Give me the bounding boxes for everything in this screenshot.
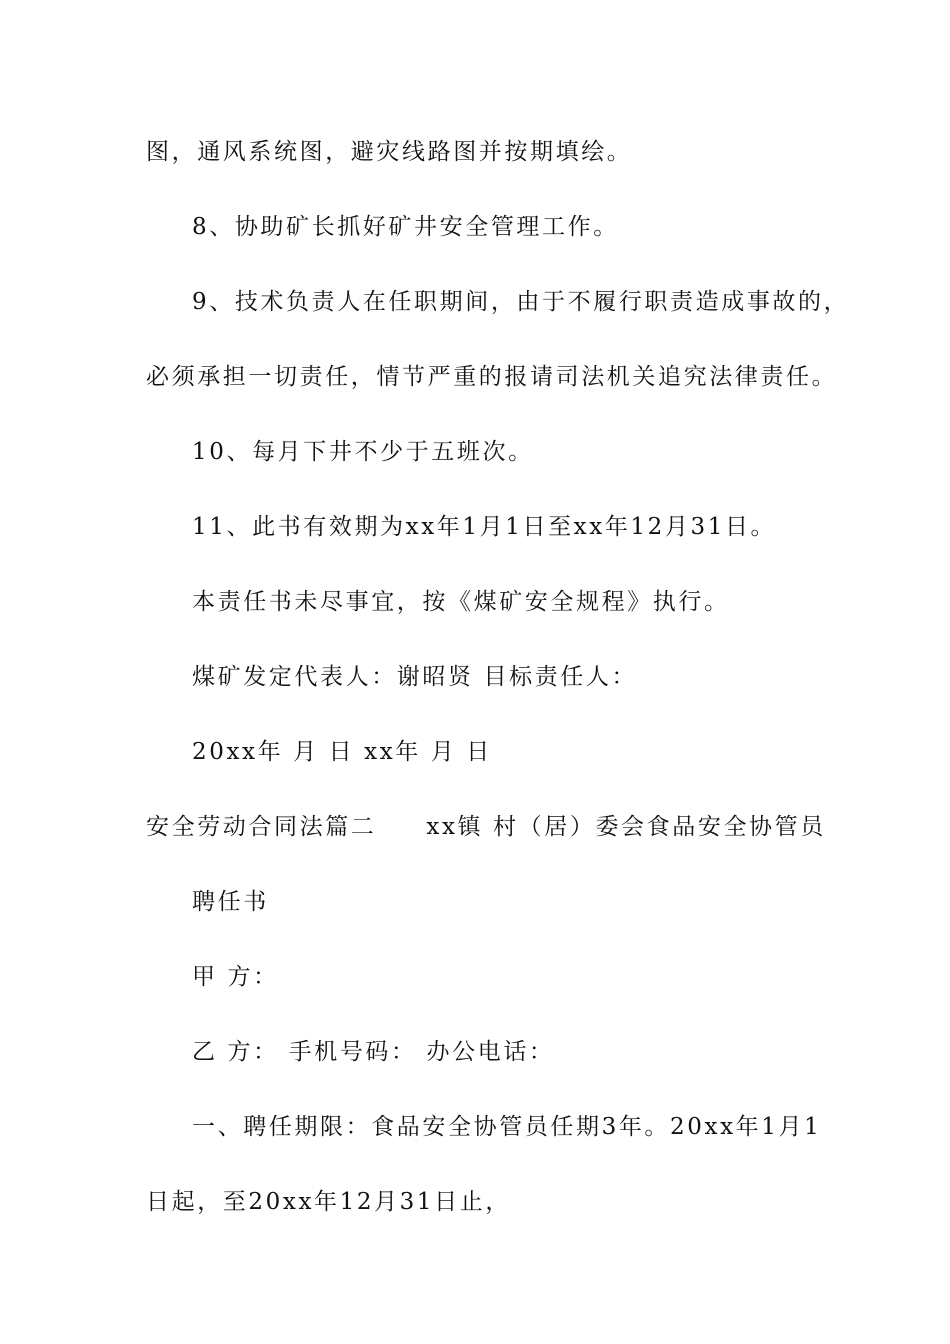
appointment-title: 聘任书 xyxy=(192,889,269,915)
party-a-line: 甲 方： xyxy=(192,964,279,990)
paragraph-line: 11、此书有效期为xx年1月1日至xx年12月31日。 xyxy=(192,514,777,540)
paragraph-line: 图，通风系统图，避灾线路图并按期填绘。 xyxy=(146,139,633,165)
paragraph-line: 日起，至20xx年12月31日止， xyxy=(146,1189,511,1215)
paragraph-line: 8、协助矿长抓好矿井安全管理工作。 xyxy=(192,214,619,240)
paragraph-line: 必须承担一切责任，情节严重的报请司法机关追究法律责任。 xyxy=(146,364,838,390)
signature-line: 煤矿发定代表人：谢昭贤 目标责任人： xyxy=(192,664,638,690)
paragraph-line: 9、技术负责人在任职期间，由于不履行职责造成事故的， xyxy=(192,289,850,315)
appointment-heading: xx镇 村（居）委会食品安全协管员 xyxy=(426,814,826,840)
section-title: 安全劳动合同法篇二 xyxy=(146,814,377,840)
party-b-line: 乙 方： 手机号码： 办公电话： xyxy=(192,1039,555,1065)
paragraph-line: 一、聘任期限：食品安全协管员任期3年。20xx年1月1 xyxy=(192,1114,822,1140)
paragraph-line: 10、每月下井不少于五班次。 xyxy=(192,439,534,465)
date-line: 20xx年 月 日 xx年 月 日 xyxy=(192,739,492,765)
section-heading-line xyxy=(146,812,826,842)
paragraph-line: 本责任书未尽事宜，按《煤矿安全规程》执行。 xyxy=(192,589,730,615)
